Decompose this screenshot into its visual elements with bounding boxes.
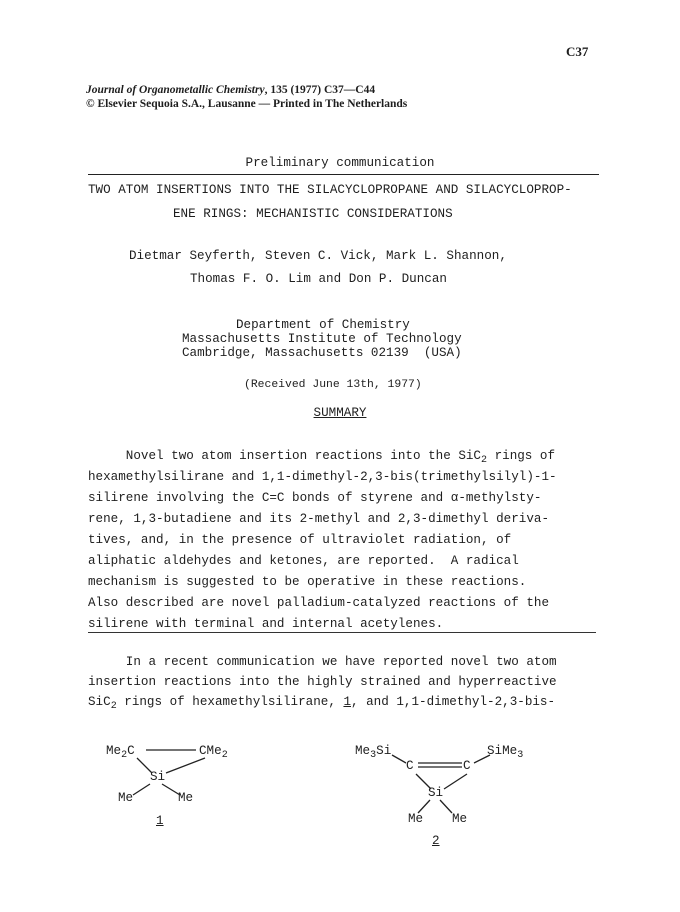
structure-2-left-group: $Me_3Si$ [355, 744, 392, 761]
article-type: Preliminary communication [245, 156, 435, 170]
structure-2-right-group: SiMe$_3$ [487, 744, 524, 761]
affiliation-line-2: Massachusetts Institute of Technology [182, 332, 462, 346]
compound-ref-1: 1 [343, 695, 351, 709]
structure-2-methyl-right: Me [452, 812, 468, 826]
journal-name: Journal of Organometallic Chemistry [86, 84, 265, 96]
structure-2-carbon-left: C [406, 759, 414, 773]
authors-line-1: Dietmar Seyferth, Steven C. Vick, Mark L. Shannon, [129, 249, 507, 263]
structure-2-silicon: Si [428, 786, 444, 800]
structure-1-left-group: $Me_2C$ [106, 744, 135, 761]
summary-line-8: Also described are novel palladium-catalyzed reactions of the [88, 596, 550, 610]
body-line-3-b: rings of hexamethylsilirane, [116, 695, 344, 709]
copyright-line: © Elsevier Sequoia S.A., Lausanne — Printed in The Netherlands [86, 98, 408, 110]
summary-line-4: rene, 1,3-butadiene and its 2-methyl and 2,3-dimethyl deriva- [88, 512, 550, 526]
bond-1-si-me-left [133, 784, 150, 795]
affiliation-line-3: Cambridge, Massachusetts 02139 (USA) [182, 346, 462, 360]
summary-line-2: hexamethylsilirane and 1,1-dimethyl-2,3-bis(trimethylsilyl)-1- [88, 470, 557, 484]
bond-1-c-si-right [166, 758, 205, 773]
body-line-3-subscript: 2 [110, 701, 117, 712]
summary-line-6: aliphatic aldehydes and ketones, are reported. A radical [88, 554, 519, 568]
bond-2-si-c-left [392, 755, 406, 763]
body-line-3 [88, 695, 556, 712]
summary-line-9: silirene with terminal and internal acetylenes. [88, 617, 444, 631]
summary-heading: SUMMARY [313, 406, 367, 420]
summary-line-1-subscript: 2 [481, 455, 488, 466]
structure-2-carbon-right: C [463, 759, 471, 773]
affiliation-line-1: Department of Chemistry [236, 318, 410, 332]
structure-1-label: 1 [156, 814, 164, 828]
structure-1-silicon: Si [150, 770, 166, 784]
page-number: C37 [566, 44, 589, 59]
summary-line-7: mechanism is suggested to be operative in these reactions. [88, 575, 527, 589]
summary-line-1-text: Novel two atom insertion reactions into the SiC [88, 449, 481, 463]
bond-2-c-si-right [444, 774, 467, 789]
body-line-3-a: SiC [88, 695, 111, 709]
body-line-1: In a recent communication we have reported novel two atom [88, 655, 557, 669]
structure-1-right-group: CMe$_2$ [199, 744, 228, 761]
body-line-2: insertion reactions into the highly strained and hyperreactive [88, 675, 557, 689]
summary-line-1-tail: rings of [487, 449, 556, 463]
structure-2-methyl-left: Me [408, 812, 424, 826]
section-rule [88, 632, 596, 633]
body-line-3-c: , and 1,1-dimethyl-2,3-bis- [351, 695, 556, 709]
structure-1-methyl-left: Me [118, 791, 134, 805]
structure-1-methyl-right: Me [178, 791, 194, 805]
citation-details: , 135 (1977) C37—C44 [264, 84, 376, 96]
title-line-2: ENE RINGS: MECHANISTIC CONSIDERATIONS [173, 207, 453, 221]
summary-line-3: silirene involving the C=C bonds of styrene and α-methylsty- [88, 491, 542, 505]
authors-line-2: Thomas F. O. Lim and Don P. Duncan [190, 272, 447, 286]
received-date: (Received June 13th, 1977) [244, 379, 422, 391]
summary-line-5: tives, and, in the presence of ultraviolet radiation, of [88, 533, 512, 547]
title-line-1: TWO ATOM INSERTIONS INTO THE SILACYCLOPROPANE AND SILACYCLOPROP- [88, 183, 572, 197]
summary-line-1 [88, 449, 556, 466]
top-rule [88, 174, 599, 175]
structure-2-label: 2 [432, 834, 440, 848]
bond-2-si-me-right [440, 800, 452, 813]
journal-citation [86, 84, 375, 96]
